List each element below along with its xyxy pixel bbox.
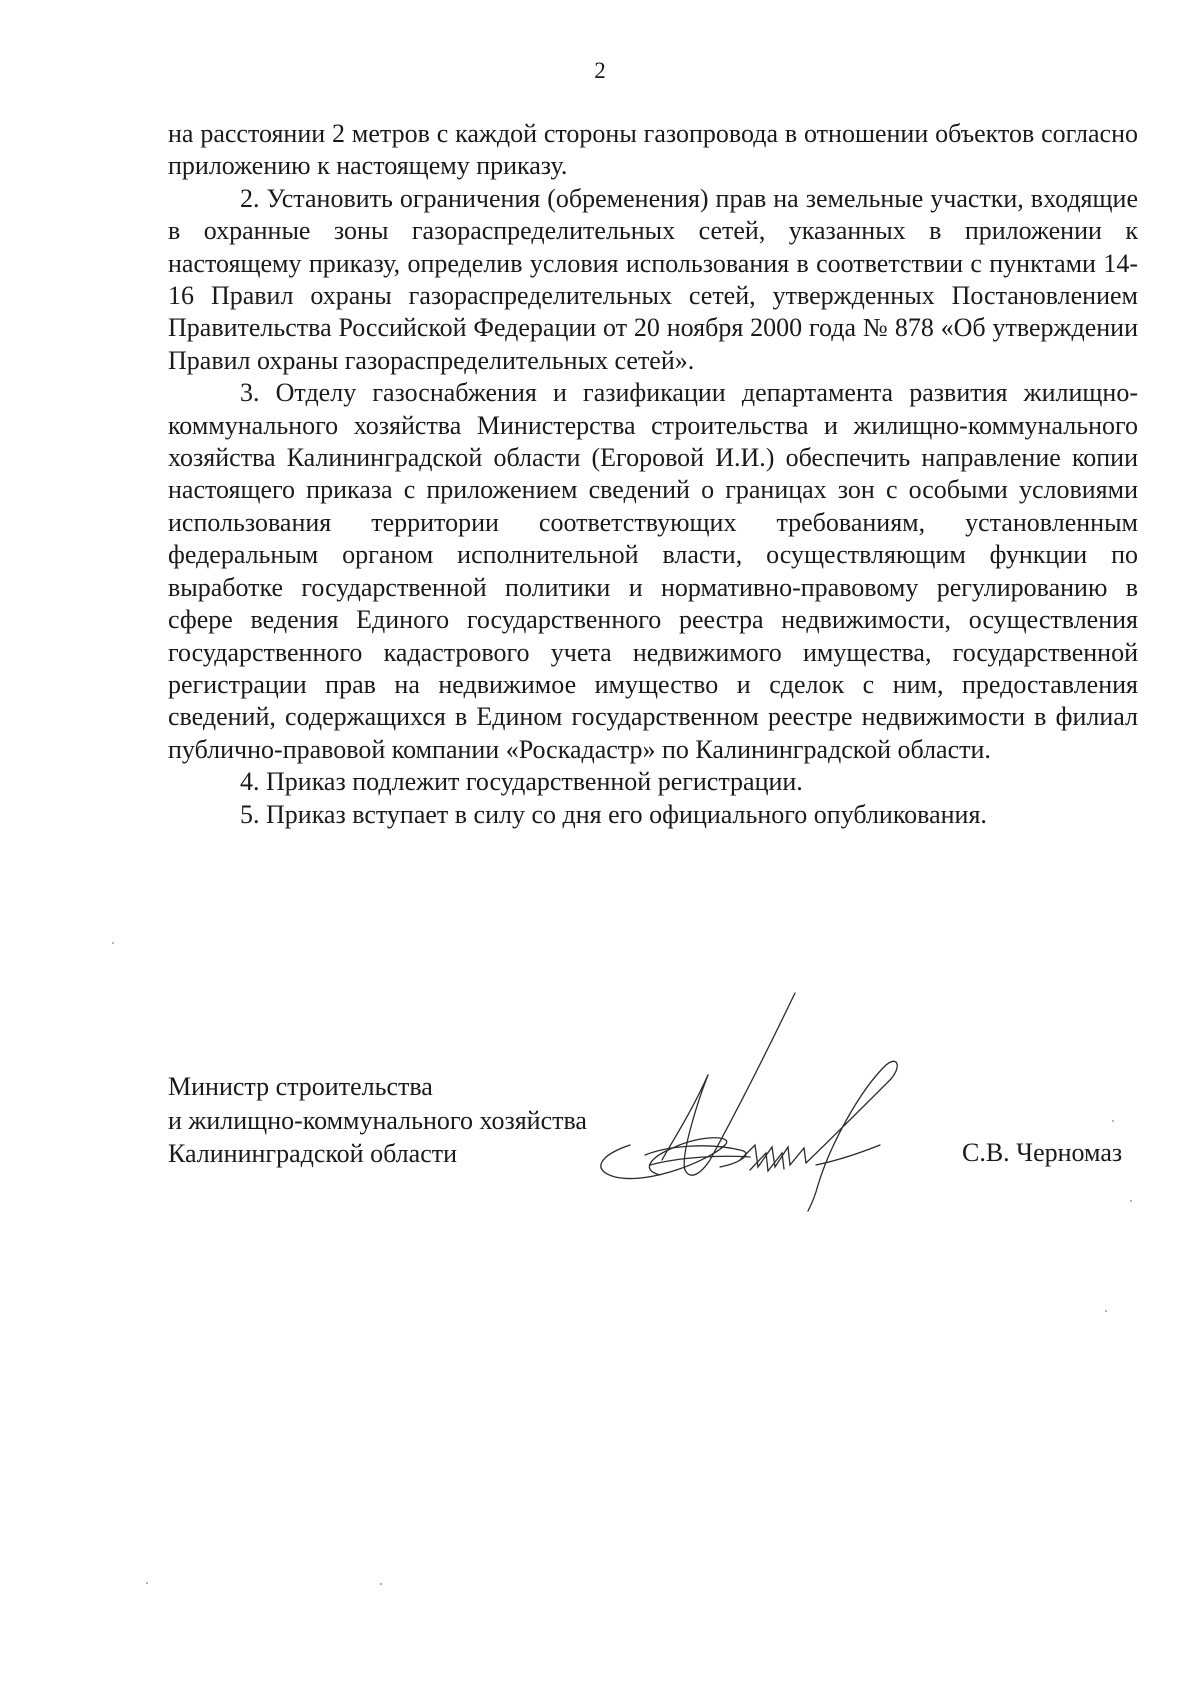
scan-speck xyxy=(380,1583,382,1585)
paragraph-item-5: 5. Приказ вступает в силу со дня его официального опубликования. xyxy=(240,799,987,829)
scan-speck xyxy=(1105,1310,1107,1312)
scan-speck xyxy=(1112,1120,1114,1122)
scan-speck xyxy=(146,1582,148,1584)
signatory-position-line-3: Калининградской области xyxy=(168,1139,458,1168)
signatory-position-line-1: Министр строительства xyxy=(168,1072,433,1101)
signatory-name: С.В. Черномаз xyxy=(962,1138,1123,1167)
paragraph-item-2: 2. Установить ограничения (обременения) прав на земельные участки, входящие в охранные зоны газораспределительных сетей, указанных в приложении к настоящему приказу, определив условия использования в соответствии с пунктами 14-16 Правил охраны газораспределительных сетей, утвержденных Постановлением Правительства Российской Федерации от 20 ноября 2000 года № 878 «Об утверждении Правил охраны газораспределительных сетей». xyxy=(168,183,1138,375)
document-body xyxy=(168,118,1138,831)
paragraph-item-4: 4. Приказ подлежит государственной регистрации. xyxy=(240,767,803,797)
paragraph-item-3: 3. Отделу газоснабжения и газификации департамента развития жилищно-коммунального хозяйства Министерства строительства и жилищно-коммунального хозяйства Калининградской области (Егоровой И.И.) обеспечить направление копии настоящего приказа с приложением сведений о границах зон с особыми условиями использования территории соответствующих требованиям, установленным федеральным органом исполнительной власти, осуществляющим функции по выработке государственной политики и нормативно-правовому регулированию в сфере ведения Единого государственного реестра недвижимости, осуществления государственного кадастрового учета недвижимого имущества, государственной регистрации прав на недвижимое имущество и сделок с ним, предоставления сведений, содержащихся в Едином государственном реестре недвижимости в филиал публично-правовой компании «Роскадастр» по Калининградской области. xyxy=(168,378,1138,764)
signatory-position-line-2: и жилищно-коммунального хозяйства xyxy=(168,1105,587,1135)
scan-speck xyxy=(1130,1200,1132,1202)
signatory-position xyxy=(168,1070,587,1171)
scan-speck xyxy=(112,942,114,944)
page-number: 2 xyxy=(594,58,606,83)
paragraph-intro: на расстоянии 2 метров с каждой стороны газопровода в отношении объектов согласно приложению к настоящему приказу. xyxy=(168,119,1138,181)
handwritten-signature-icon xyxy=(590,985,910,1215)
